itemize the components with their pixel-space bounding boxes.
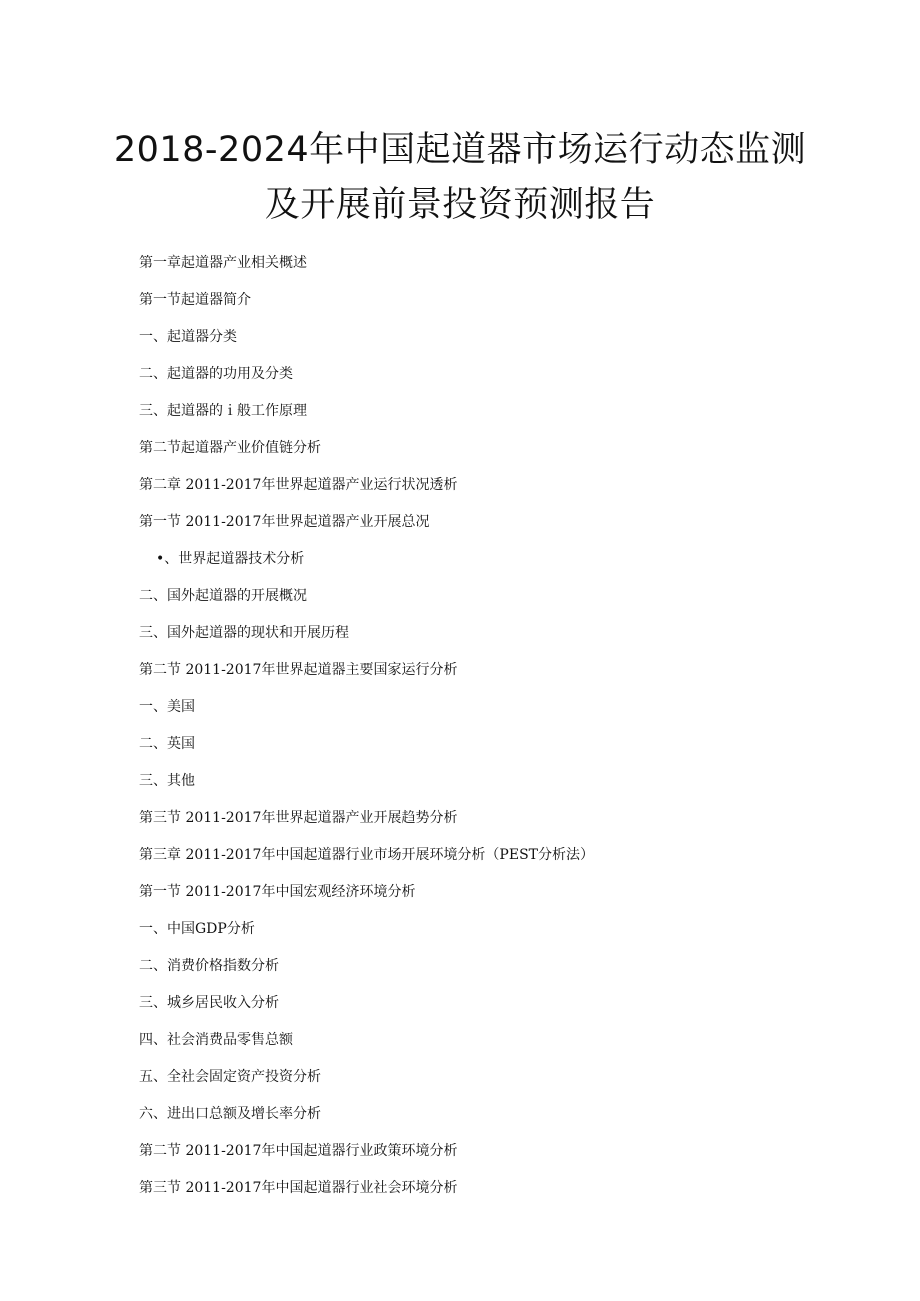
toc-entry: 五、全社会固定资产投资分析 [139, 1069, 321, 1085]
toc-entry: 六、进出口总额及增长率分析 [139, 1106, 321, 1122]
table-of-contents [139, 253, 594, 1215]
toc-entry: 三、其他 [139, 773, 195, 789]
toc-entry: 二、国外起道器的开展概况 [139, 588, 307, 604]
toc-entry: 第一章起道器产业相关概述 [139, 255, 307, 271]
document-title-line-2: 及开展前景投资预测报告 [264, 185, 656, 225]
toc-entry: 三、国外起道器的现状和开展历程 [139, 625, 349, 641]
toc-entry: 第二节 2011-2017年中国起道器行业政策环境分析 [139, 1143, 458, 1159]
document-title-line-1: 2018-2024年中国起道器市场运行动态监测 [113, 130, 807, 170]
toc-entry: 第一节 2011-2017年中国宏观经济环境分析 [139, 884, 416, 900]
toc-entry: 第二节起道器产业价值链分析 [139, 440, 321, 456]
toc-entry: 三、城乡居民收入分析 [139, 995, 279, 1011]
toc-entry: 一、美国 [139, 699, 195, 715]
toc-entry: 二、英国 [139, 736, 195, 752]
toc-entry: 二、消费价格指数分析 [139, 958, 279, 974]
toc-entry: 第二节 2011-2017年世界起道器主要国家运行分析 [139, 662, 458, 678]
toc-entry: 一、中国GDP分析 [139, 921, 255, 937]
toc-entry: 第三节 2011-2017年世界起道器产业开展趋势分析 [139, 810, 458, 826]
toc-entry: 第二章 2011-2017年世界起道器产业运行状况透析 [139, 477, 458, 493]
toc-entry: 四、社会消费品零售总额 [139, 1032, 293, 1048]
toc-entry: •、世界起道器技术分析 [156, 551, 305, 567]
toc-entry: 一、起道器分类 [139, 329, 237, 345]
toc-entry: 第三节 2011-2017年中国起道器行业社会环境分析 [139, 1180, 458, 1196]
toc-entry: 三、起道器的ｉ般工作原理 [139, 403, 307, 419]
toc-entry: 第一节起道器简介 [139, 292, 251, 308]
toc-entry: 第一节 2011-2017年世界起道器产业开展总况 [139, 514, 430, 530]
toc-entry: 第三章 2011-2017年中国起道器行业市场开展环境分析（PEST分析法） [139, 847, 595, 863]
toc-entry: 二、起道器的功用及分类 [139, 366, 293, 382]
